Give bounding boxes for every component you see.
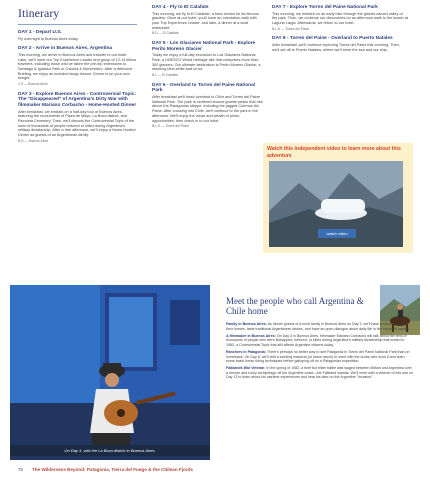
day-body: Fly overnight to Buenos Aires today.: [18, 36, 79, 41]
day-entry: [18, 30, 137, 41]
page-footer: [0, 462, 430, 478]
day-entry: [18, 92, 137, 144]
day-meals: B,L,D — Torres del Paine: [152, 124, 190, 129]
day-title: DAY 6 - Overland to Torres del Paine National Park: [152, 82, 256, 94]
meet-label: Falklands War Veteran:: [226, 366, 266, 371]
day-entry: [152, 41, 263, 78]
day-title: DAY 2 - Arrive in Buenos Aires, Argentina: [18, 46, 113, 52]
meet-paragraph: [226, 322, 414, 331]
day-title: DAY 4 - Fly to El Calafate: [152, 5, 209, 10]
day-title: DAY 1 - Depart U.S.: [18, 30, 62, 35]
meet-text: In the spring of 1982, a brief but bitter battle was waged between Britain and Argentina over a remote and rocky archipelago off the Argentine coast—the Falkland Islands. We'll meet with a veteran of this war on Day 13 to learn about his wartime experiences and hear his take on the Argentine "Invasion".: [226, 366, 413, 380]
day-title: DAY 5 - Los Glaciares National Park - Explore Perito Moreno Glacier: [152, 41, 256, 52]
day-meals: B,D — El Calafate: [152, 31, 179, 36]
day-meals: 4 D — Buenos Aires: [18, 82, 48, 87]
day-body: This morning, we embark on an early hike through the glacier-carved valley of the park. Then, we continue our discoveries on an afternoon walk to the beach at Laguna Larga. Afterwards, we return to our hotel.: [272, 11, 408, 25]
day-body: After breakfast, we'll continue exploring Torres del Paine this morning. Then, we'll set off to Puerto Natales, where we'll meet the sea and our ship.: [272, 43, 400, 52]
meet-paragraph: [226, 366, 414, 380]
guitarist-photo-image: [10, 285, 210, 460]
meet-text: There's perhaps no better way to see Patagonia in Torres del Paine National Park than on horseback. On Day 8, we'll visit a working estancia (or horse ranch) to meet with the locals who work it and learn some basic horse riding techniques before galloping off on a Patagonian expedition.: [226, 349, 410, 364]
day-entry: [152, 83, 263, 129]
meet-label: Family in Buenos Aires:: [226, 322, 267, 326]
day-body: This morning, we arrive in Buenos Aires and transfer to our hotel. Later, we'll meet our Trip Experience Leader and group of 12-14 fellow travelers, including those who've taken the pre-trip extensions to Santiago & Iguassu Falls or Colonia & Montevideo. After a Welcome Briefing, we enjoy an included tango lesson. Dinner is on your own tonight.: [18, 52, 137, 81]
day-title: DAY 7 - Explore Torres del Paine National Park: [272, 5, 378, 10]
meet-label: Ranchers in Patagonia:: [226, 349, 266, 354]
meet-text: On Day 3 in Buenos Aires, filmmaker Mariano Corbacho will talk about the tens of thousands of people who were kidnapped, tortured, or killed during Argentina's military dictatorship that ended in 1983, a Controversial Topic that still affects Argentine citizens today.: [226, 333, 407, 347]
meet-paragraph: [226, 334, 414, 348]
page-number: 72: [18, 467, 24, 472]
day-meals: B,D — Buenos Aires: [18, 138, 49, 143]
day-meals: B,L,D — Torres del Paine: [272, 26, 310, 31]
photo-caption: On Day 3, visit the La Boca district in Buenos Aires.: [10, 445, 210, 456]
guitarist-photo: [10, 285, 210, 460]
day-body: After breakfast we'll head overland to Chile and Torres del Paine National Park. The park is centered around granite peaks that rise above the Patagonian steppe, including the jagged Cuernos del Paine. After crossing into Chile, we'll continue to the park in the afternoon. We'll enjoy the views and wealth of photo opportunities, then check in to our hotel.: [152, 95, 263, 123]
itinerary-title: Itinerary: [18, 6, 137, 25]
day-meals: B,L — El Calafate: [152, 73, 179, 78]
itinerary-column-1: [18, 30, 137, 149]
itinerary-column-3: [272, 5, 408, 57]
watch-video-button[interactable]: watch video: [318, 229, 356, 238]
day-title: DAY 3 - Explore Buenos Aires - Controversial Topic: The "Disappeared" of Argentina's Dirty War with filmmaker Mariano Corbacho - Home-Hosted Dinner: [18, 91, 137, 108]
day-entry: [18, 46, 137, 87]
itinerary-column-2: [152, 5, 263, 134]
meet-text: As dinner guests of a local family in Buenos Aires on Day 3, we'll have a chance to enter their homes, taste traditional Argentinean dishes, and have an open dialogue about daily life in the country's capital.: [226, 322, 410, 331]
footer-title: The Wilderness Beyond: Patagonia, Tierra del Fuego & the Chilean Fjords: [32, 467, 193, 472]
day-entry: [152, 5, 263, 36]
meet-section-body: [226, 322, 414, 383]
day-title: DAY 8 - Torres del Paine - Overland to Puerto Natales: [272, 36, 393, 42]
meet-label: A filmmaker in Buenos Aires:: [226, 333, 276, 338]
day-entry: [272, 5, 408, 31]
meet-section-title: Meet the people who call Argentina & Chile home: [226, 296, 364, 316]
day-body: After breakfast, we embark on a half-day tour of Buenos Aires, featuring the monuments of Plaza de Mayo, La Boca district, and Recoleta Cemetery. Then, we'll discuss the Controversial Topic of the sons of thousands of people tortured or killed during Argentina's military dictatorship. After a free afternoon, we'll enjoy a Home-Hosted Dinner as guests of an Argentinean family.: [18, 109, 136, 138]
day-body: This morning, we fly to El Calafate, a town known for its famous glaciers. Once at our hotel, you'll have an orientation walk with your Trip Experience Leader, and later, a dinner at a local restaurant.: [152, 11, 259, 30]
day-body: Today we enjoy a full-day excursion to Los Glaciares National Park, a UNESCO World Heritage site that comprises more than 300 glaciers. Our ultimate destination is Perito Moreno Glacier, a stunning blue-white wall of ice.: [152, 53, 261, 72]
day-entry: [272, 36, 408, 52]
meet-paragraph: [226, 350, 414, 364]
video-heading: Watch this independent video to learn more about this adventure: [267, 146, 401, 159]
